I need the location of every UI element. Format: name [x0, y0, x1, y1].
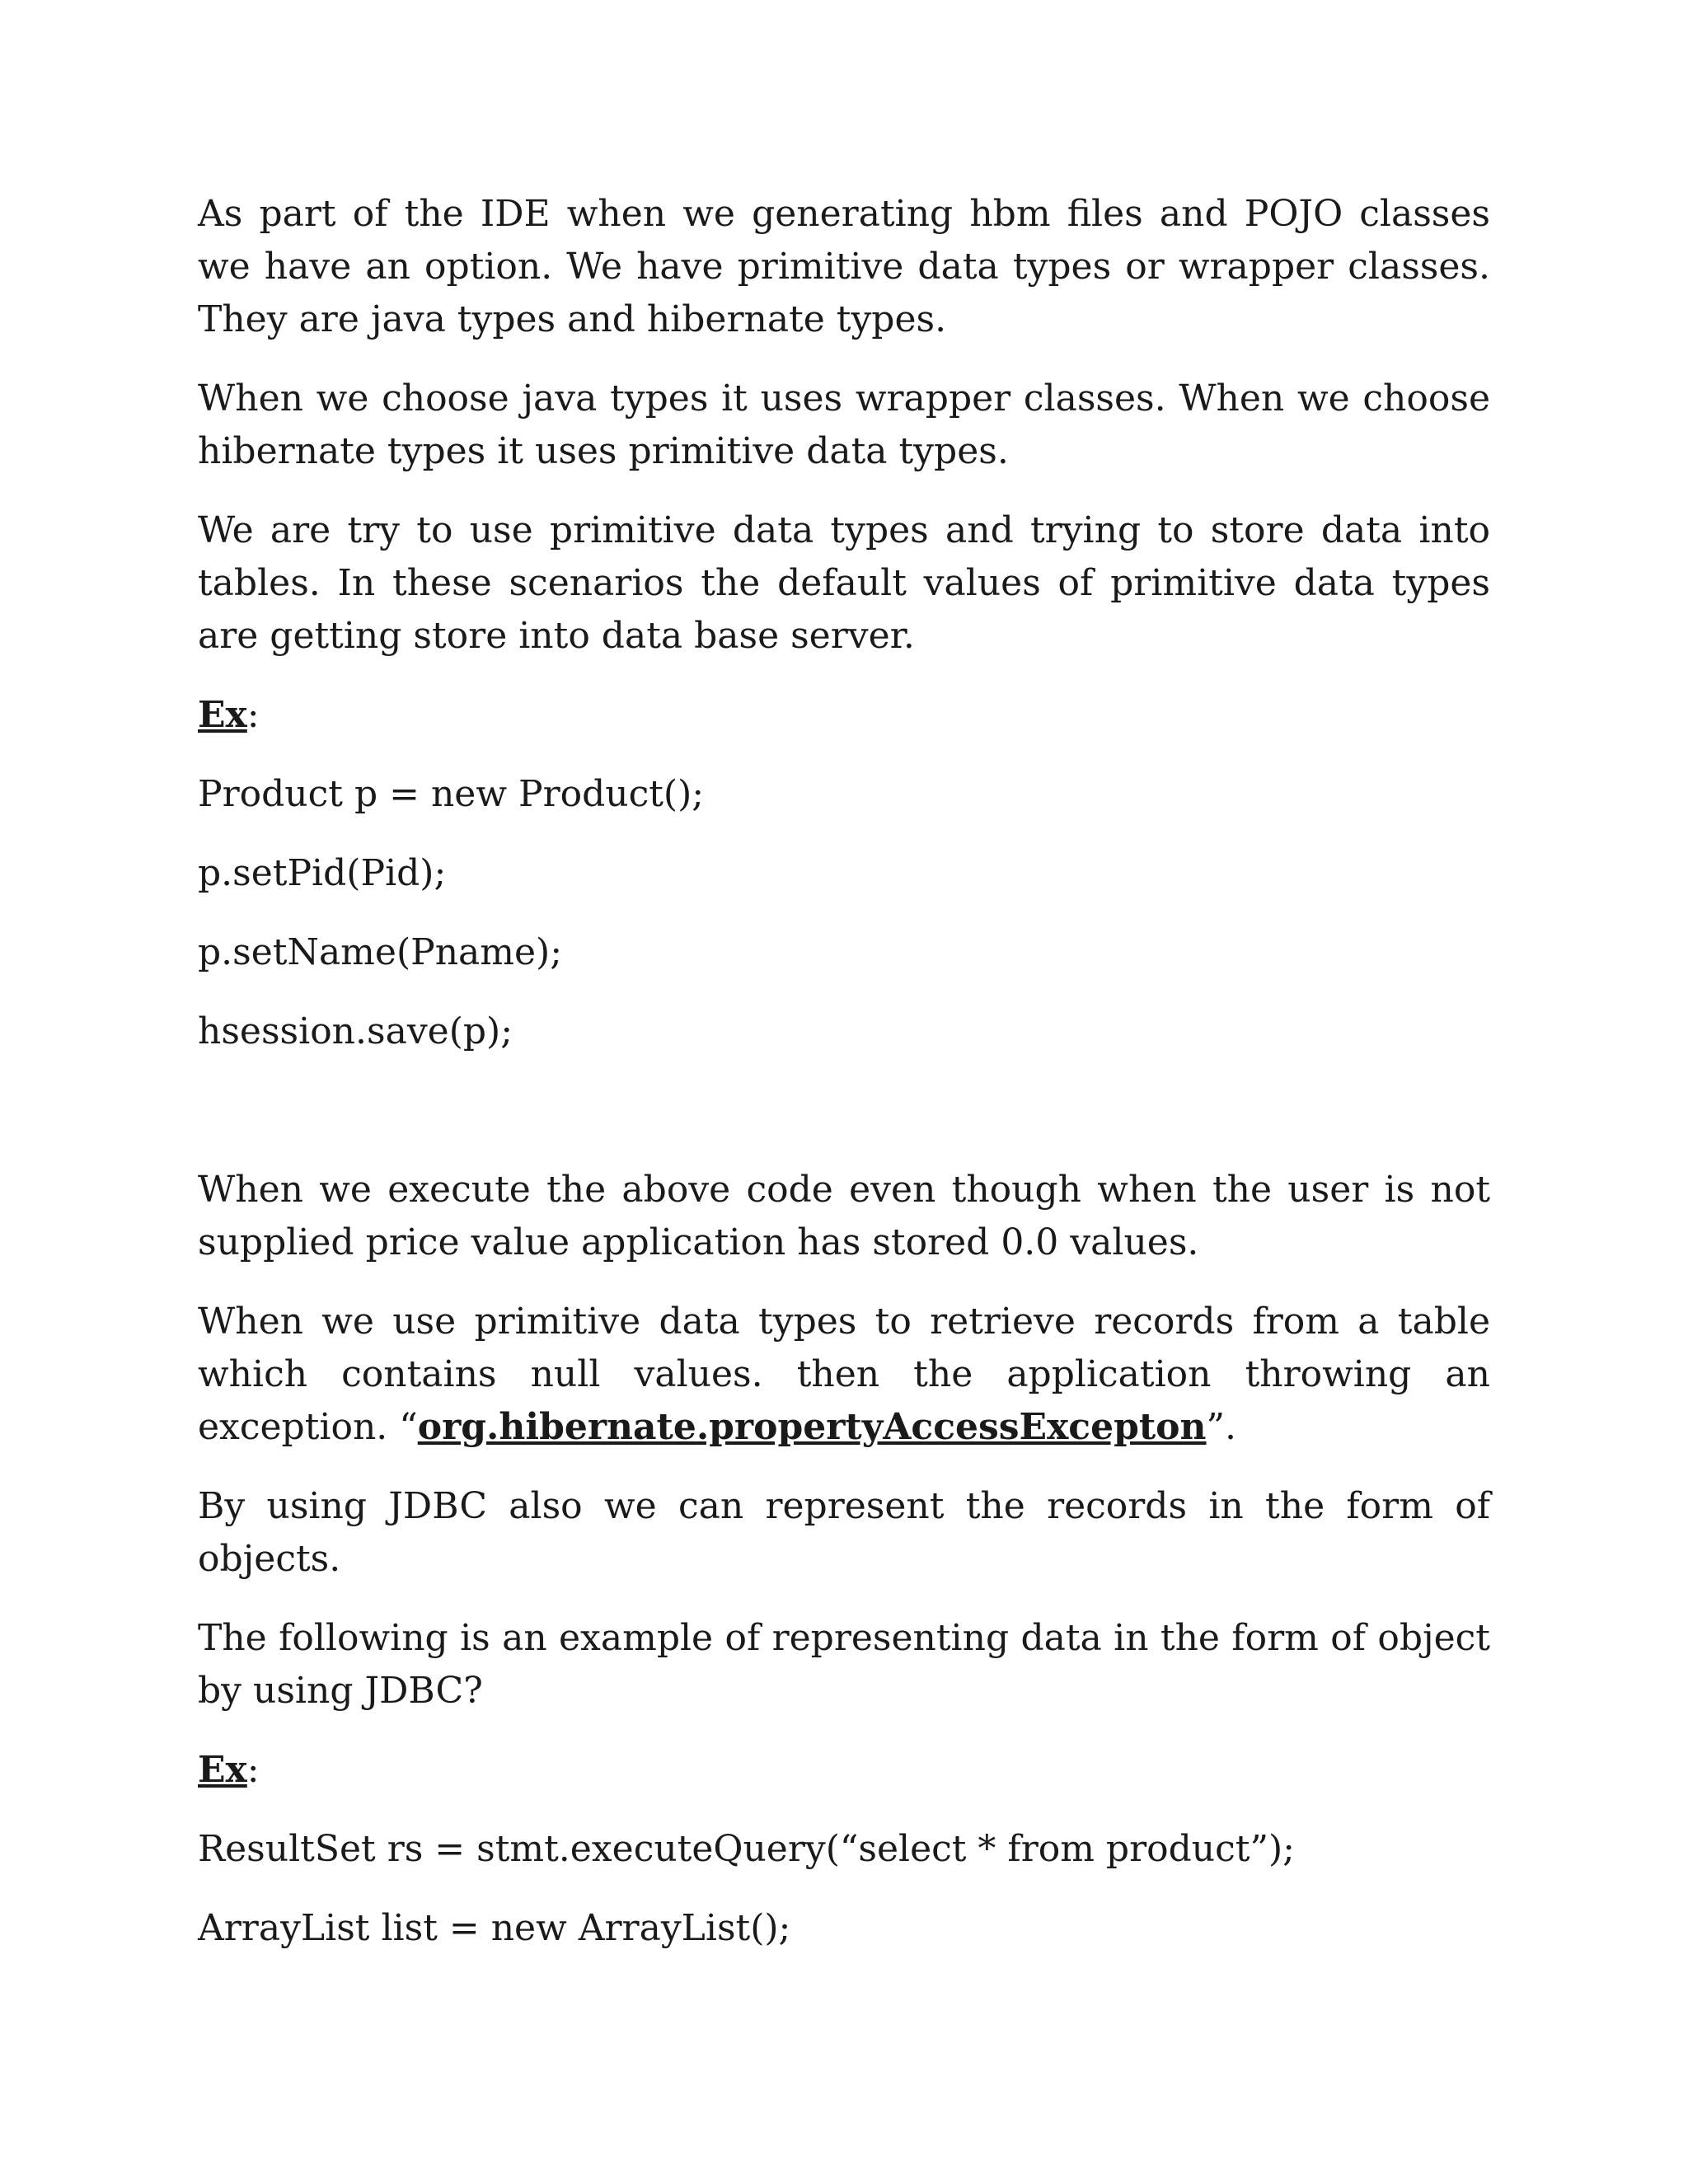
code-line-1-2: p.setPid(Pid);	[198, 852, 447, 894]
paragraph-ide-options: As part of the IDE when we generating hbm files and POJO classes we have an option. We have primitive data types or wrapper classes. They are java types and hibernate types.	[198, 193, 1490, 340]
paragraph-jdbc-example-intro: The following is an example of representing data in the form of object by using JDBC?	[198, 1617, 1490, 1712]
paragraph-java-vs-hibernate-types: When we choose java types it uses wrapper classes. When we choose hibernate types it uses primitive data types.	[198, 377, 1490, 472]
code-line-1-4: hsession.save(p);	[198, 1010, 513, 1052]
code-line-2-1: ResultSet rs = stmt.executeQuery(“select * from product”);	[198, 1828, 1295, 1870]
paragraph-primitive-defaults: We are try to use primitive data types and trying to store data into tables. In these scenarios the default values of primitive data types are getting store into data base server.	[198, 509, 1490, 657]
blank-space	[198, 1085, 1490, 1164]
code-line-2-2: ArrayList list = new ArrayList();	[198, 1907, 791, 1949]
example-label-1-text: Ex	[198, 694, 247, 736]
paragraph-null-exception	[198, 1296, 1490, 1454]
example-label-1	[198, 689, 1490, 742]
example-label-2	[198, 1744, 1490, 1797]
document-body	[198, 188, 1490, 1981]
paragraph-null-exception-text: When we use primitive data types to retrieve records from a table which contains null values. then the application throwing an exception. “	[198, 1301, 1490, 1448]
paragraph-jdbc-objects: By using JDBC also we can represent the records in the form of objects.	[198, 1485, 1490, 1580]
example-label-1-colon: :	[246, 694, 260, 736]
code-line-1-1: Product p = new Product();	[198, 773, 705, 815]
exception-name: org.hibernate.propertyAccessExcepton	[417, 1406, 1207, 1448]
example-label-2-text: Ex	[198, 1749, 247, 1791]
code-line-1-3: p.setName(Pname);	[198, 931, 563, 973]
paragraph-null-exception-end: ”.	[1206, 1406, 1236, 1448]
paragraph-stored-default-values: When we execute the above code even though when the user is not supplied price value application has stored 0.0 values.	[198, 1169, 1490, 1263]
example-label-2-colon: :	[246, 1749, 260, 1791]
